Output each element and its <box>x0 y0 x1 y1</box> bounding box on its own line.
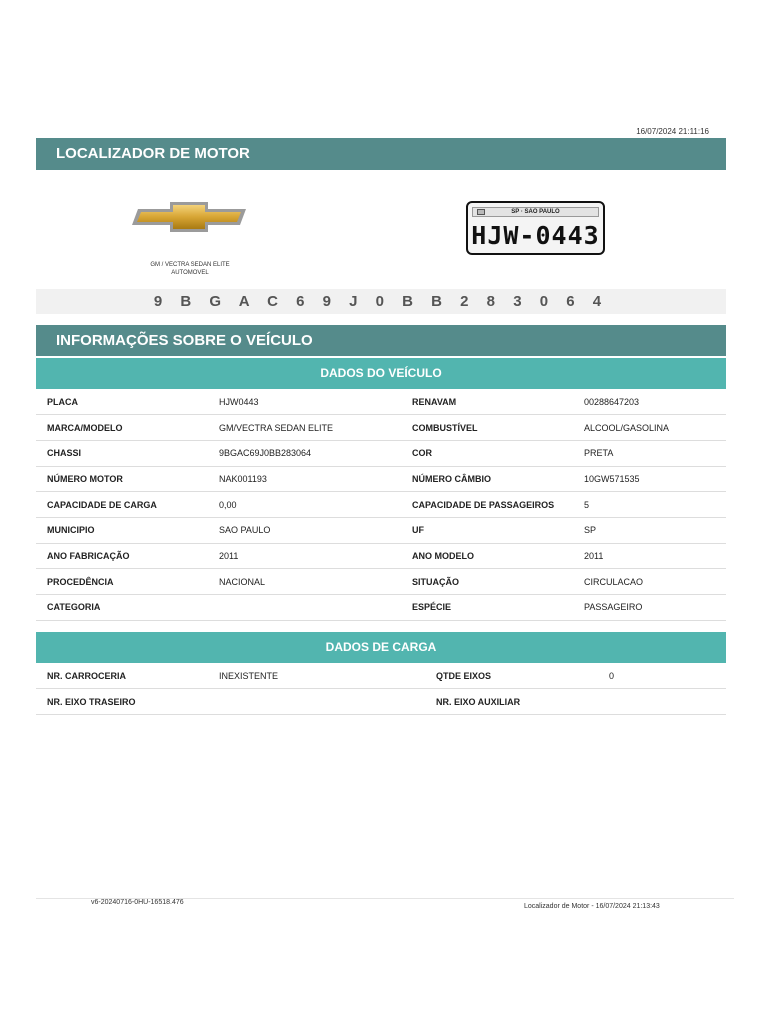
field-value: INEXISTENTE <box>208 663 425 689</box>
field-label: COMBUSTÍVEL <box>401 415 573 441</box>
table-row <box>36 569 726 595</box>
vehicle-caption-type: AUTOMOVEL <box>171 270 209 276</box>
field-label: SITUAÇÃO <box>401 569 573 595</box>
field-value: 0,00 <box>208 492 401 518</box>
license-plate <box>466 201 605 255</box>
table-row <box>36 595 726 621</box>
field-value: 0 <box>598 663 726 689</box>
table-row <box>36 415 726 441</box>
table-row <box>36 543 726 569</box>
field-label: ESPÉCIE <box>401 595 573 621</box>
field-label: PLACA <box>36 389 208 415</box>
table-row <box>36 466 726 492</box>
chevrolet-logo-icon <box>130 200 248 234</box>
vehicle-data-table <box>36 389 726 621</box>
table-row <box>36 663 726 689</box>
vehicle-caption-model: GM / VECTRA SEDAN ELITE <box>150 262 230 268</box>
field-label: PROCEDÊNCIA <box>36 569 208 595</box>
plate-region: SP · SAO PAULO <box>511 209 560 215</box>
field-value: SP <box>573 517 726 543</box>
field-value <box>208 595 401 621</box>
table-row <box>36 689 726 715</box>
cargo-data-header: DADOS DE CARGA <box>36 632 726 663</box>
plate-region-strip <box>472 207 599 217</box>
field-label: NÚMERO MOTOR <box>36 466 208 492</box>
field-value: NACIONAL <box>208 569 401 595</box>
table-row <box>36 440 726 466</box>
cargo-data-table <box>36 663 726 715</box>
field-label: NÚMERO CÂMBIO <box>401 466 573 492</box>
field-value <box>208 689 425 715</box>
field-label: ANO FABRICAÇÃO <box>36 543 208 569</box>
field-value: NAK001193 <box>208 466 401 492</box>
field-label: NR. EIXO TRASEIRO <box>36 689 208 715</box>
vehicle-caption <box>130 261 250 277</box>
field-label: NR. EIXO AUXILIAR <box>425 689 598 715</box>
field-value: 2011 <box>208 543 401 569</box>
field-label: CAPACIDADE DE PASSAGEIROS <box>401 492 573 518</box>
field-value: 2011 <box>573 543 726 569</box>
field-value: 00288647203 <box>573 389 726 415</box>
plate-number: HJW-0443 <box>471 221 600 250</box>
field-label: CATEGORIA <box>36 595 208 621</box>
field-label: COR <box>401 440 573 466</box>
field-value: PASSAGEIRO <box>573 595 726 621</box>
field-value: 9BGAC69J0BB283064 <box>208 440 401 466</box>
field-label: UF <box>401 517 573 543</box>
field-label: ANO MODELO <box>401 543 573 569</box>
table-row <box>36 517 726 543</box>
field-value: PRETA <box>573 440 726 466</box>
field-value: GM/VECTRA SEDAN ELITE <box>208 415 401 441</box>
table-row <box>36 492 726 518</box>
vehicle-data-header: DADOS DO VEÍCULO <box>36 358 726 389</box>
vehicle-info-title: INFORMAÇÕES SOBRE O VEÍCULO <box>36 325 726 356</box>
field-value: SAO PAULO <box>208 517 401 543</box>
field-label: QTDE EIXOS <box>425 663 598 689</box>
chassis-number-banner: 9 B G A C 6 9 J 0 B B 2 8 3 0 6 4 <box>36 289 726 314</box>
field-label: NR. CARROCERIA <box>36 663 208 689</box>
field-value <box>598 689 726 715</box>
field-label: CAPACIDADE DE CARGA <box>36 492 208 518</box>
field-value: ALCOOL/GASOLINA <box>573 415 726 441</box>
footer-version: v6-20240716-0HU-16518.476 <box>91 899 184 906</box>
field-label: CHASSI <box>36 440 208 466</box>
field-value: 10GW571535 <box>573 466 726 492</box>
field-value: HJW0443 <box>208 389 401 415</box>
field-label: RENAVAM <box>401 389 573 415</box>
field-label: MUNICIPIO <box>36 517 208 543</box>
field-value: 5 <box>573 492 726 518</box>
field-label: MARCA/MODELO <box>36 415 208 441</box>
field-value: CIRCULACAO <box>573 569 726 595</box>
page-title: LOCALIZADOR DE MOTOR <box>36 138 726 170</box>
footer-generated: Localizador de Motor - 16/07/2024 21:13:43 <box>524 903 660 910</box>
report-timestamp: 16/07/2024 21:11:16 <box>636 127 709 136</box>
flag-icon <box>477 209 485 215</box>
table-row <box>36 389 726 415</box>
